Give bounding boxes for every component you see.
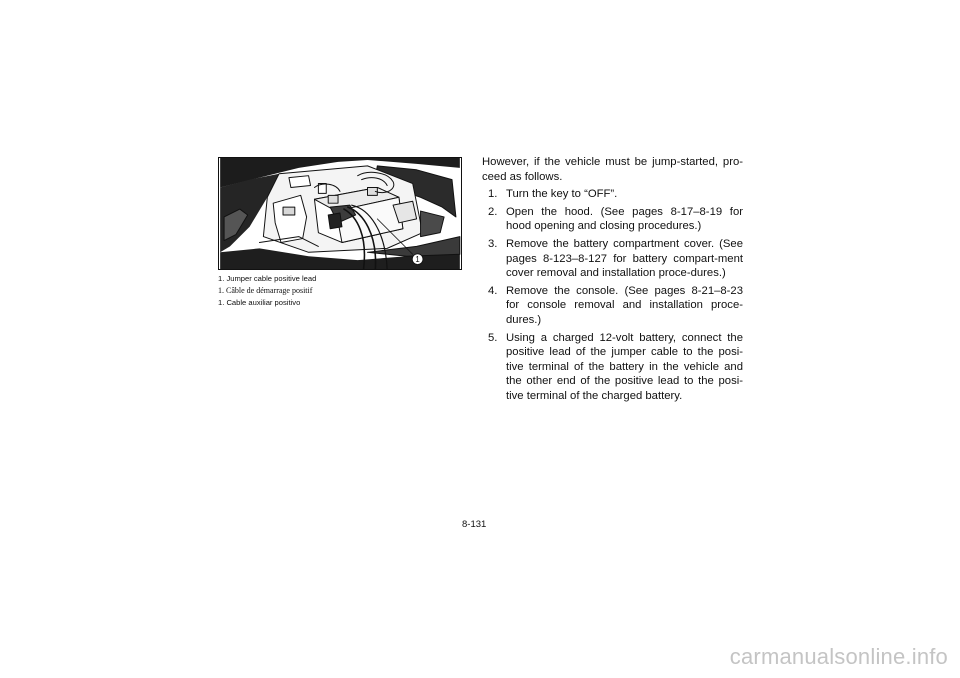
step-item <box>482 331 743 404</box>
step-text: Using a charged 12-volt battery, connect the positive lead of the jumper cable to the posi-tive terminal of the battery in the vehicle and the other end of the positive lead to the posi-tive terminal of the charged battery. <box>506 331 743 402</box>
caption-english: 1. Jumper cable positive lead <box>218 274 317 283</box>
step-text: Remove the console. (See pages 8-21–8-23 for console removal and installation proce-dures.) <box>506 284 743 326</box>
step-item <box>482 205 743 234</box>
step-item <box>482 237 743 281</box>
step-item <box>482 284 743 328</box>
engine-bay-drawing <box>219 158 461 269</box>
intro-paragraph: However, if the vehicle must be jump-started, pro-ceed as follows. <box>482 156 743 183</box>
step-list <box>482 187 743 403</box>
step-number: 3. <box>488 237 498 250</box>
battery-jumper-illustration <box>218 157 462 270</box>
watermark-text: carmanualsonline.info <box>729 644 948 669</box>
step-number: 1. <box>488 188 498 201</box>
step-text: Turn the key to “OFF”. <box>506 188 618 201</box>
step-number: 4. <box>488 284 498 297</box>
step-text: Open the hood. (See pages 8-17–8-19 for hood opening and closing procedures.) <box>506 205 743 233</box>
figure-callout-number: 1 <box>415 255 420 265</box>
figure-captions <box>218 274 468 310</box>
caption-french: 1. Câble de démarrage positif <box>218 286 313 295</box>
step-number: 2. <box>488 205 498 218</box>
step-item <box>482 187 743 202</box>
step-text: Remove the battery compartment cover. (See pages 8-123–8-127 for battery compart-ment cover removal and installation proce-dures.) <box>506 237 743 280</box>
instruction-column <box>482 155 743 404</box>
step-number: 5. <box>488 331 498 344</box>
caption-spanish: 1. Cable auxiliar positivo <box>218 298 301 307</box>
page-number: 8-131 <box>462 519 487 530</box>
